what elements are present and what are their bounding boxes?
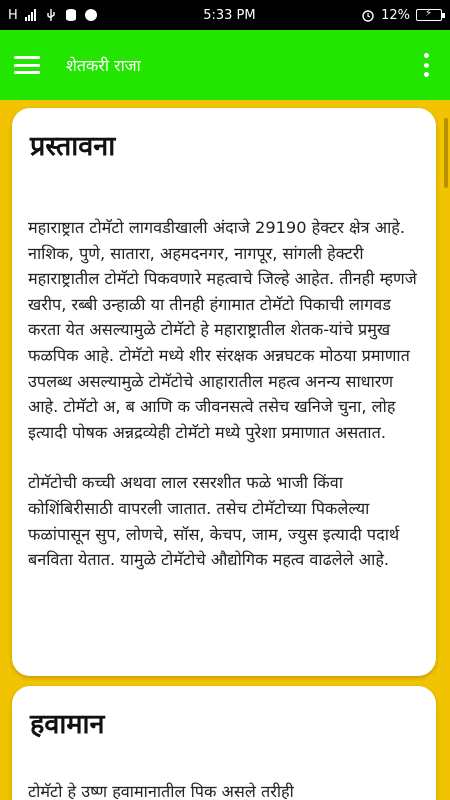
climate-card — [12, 686, 436, 800]
intro-card — [12, 108, 436, 676]
paragraph: टोमॅटो हे उष्ण हवामानातील पिक असले तरीही — [28, 782, 294, 800]
more-vert-icon[interactable] — [416, 53, 436, 77]
card-title: हवामान — [30, 709, 105, 740]
status-bar — [0, 0, 450, 30]
content-scroll[interactable] — [0, 100, 450, 800]
menu-icon[interactable] — [14, 56, 40, 74]
card-body — [28, 215, 422, 573]
card-title: प्रस्तावना — [30, 131, 116, 162]
scrollbar[interactable] — [444, 118, 448, 188]
paragraph: महाराष्ट्रात टोमॅटो लागवडीखाली अंदाजे 29190 हेक्टर क्षेत्र आहे. नाशिक, पुणे, सातारा, अहमदनगर, नागपूर, सांगली हेक्टरी महाराष्ट्रातील टोमॅटो पिकवणारे महत्वाचे जिल्हे आहेत. तीनही म्हणजे खरीप, रब्बी उन्हाळी या तीनही हंगामात टोमॅटो पिकाची लागवड करता येत असल्यामुळे टोमॅटो हे महाराष्ट्रातील शेतक-यांचे प्रमुख फळपिक आहे. टोमॅटो मध्ये शीर संरक्षक अन्नघटक मोठया प्रमाणात उपलब्ध असल्यामुळे टोमॅटोचे आहारातील महत्व अनन्य साधारण आहे. टोमॅटो अ, ब आणि क जीवनसत्वे तसेच खनिजे चुना, लोह इत्यादी पोषक अन्नद्रव्येही टोमॅटो मध्ये पुरेशा प्रमाणात असतात. — [28, 218, 417, 442]
card-body — [28, 779, 422, 800]
storage-icon — [64, 8, 78, 22]
app-notification-icon — [84, 8, 98, 22]
battery-icon: ⚡ — [416, 9, 442, 21]
app-bar — [0, 30, 450, 100]
clock: 5:33 PM — [203, 7, 256, 23]
status-right — [361, 8, 442, 23]
alarm-icon — [361, 8, 375, 22]
battery-percent: 12% — [381, 7, 410, 23]
network-type: H — [8, 7, 18, 23]
status-left — [8, 8, 98, 23]
signal-icon — [24, 8, 38, 22]
app-title: शेतकरी राजा — [66, 56, 141, 75]
paragraph: टोमॅटोची कच्ची अथवा लाल रसरशीत फळे भाजी किंवा कोशिंबिरीसाठी वापरली जातात. तसेच टोमॅटोच्या पिकलेल्या फळांपासून सुप, लोणचे, सॉस, केचप, जाम, ज्युस इत्यादी पदार्थ बनविता येतात. यामुळे टोमॅटोचे औद्योगिक महत्व वाढलेले आहे. — [28, 473, 400, 570]
usb-icon — [44, 8, 58, 22]
